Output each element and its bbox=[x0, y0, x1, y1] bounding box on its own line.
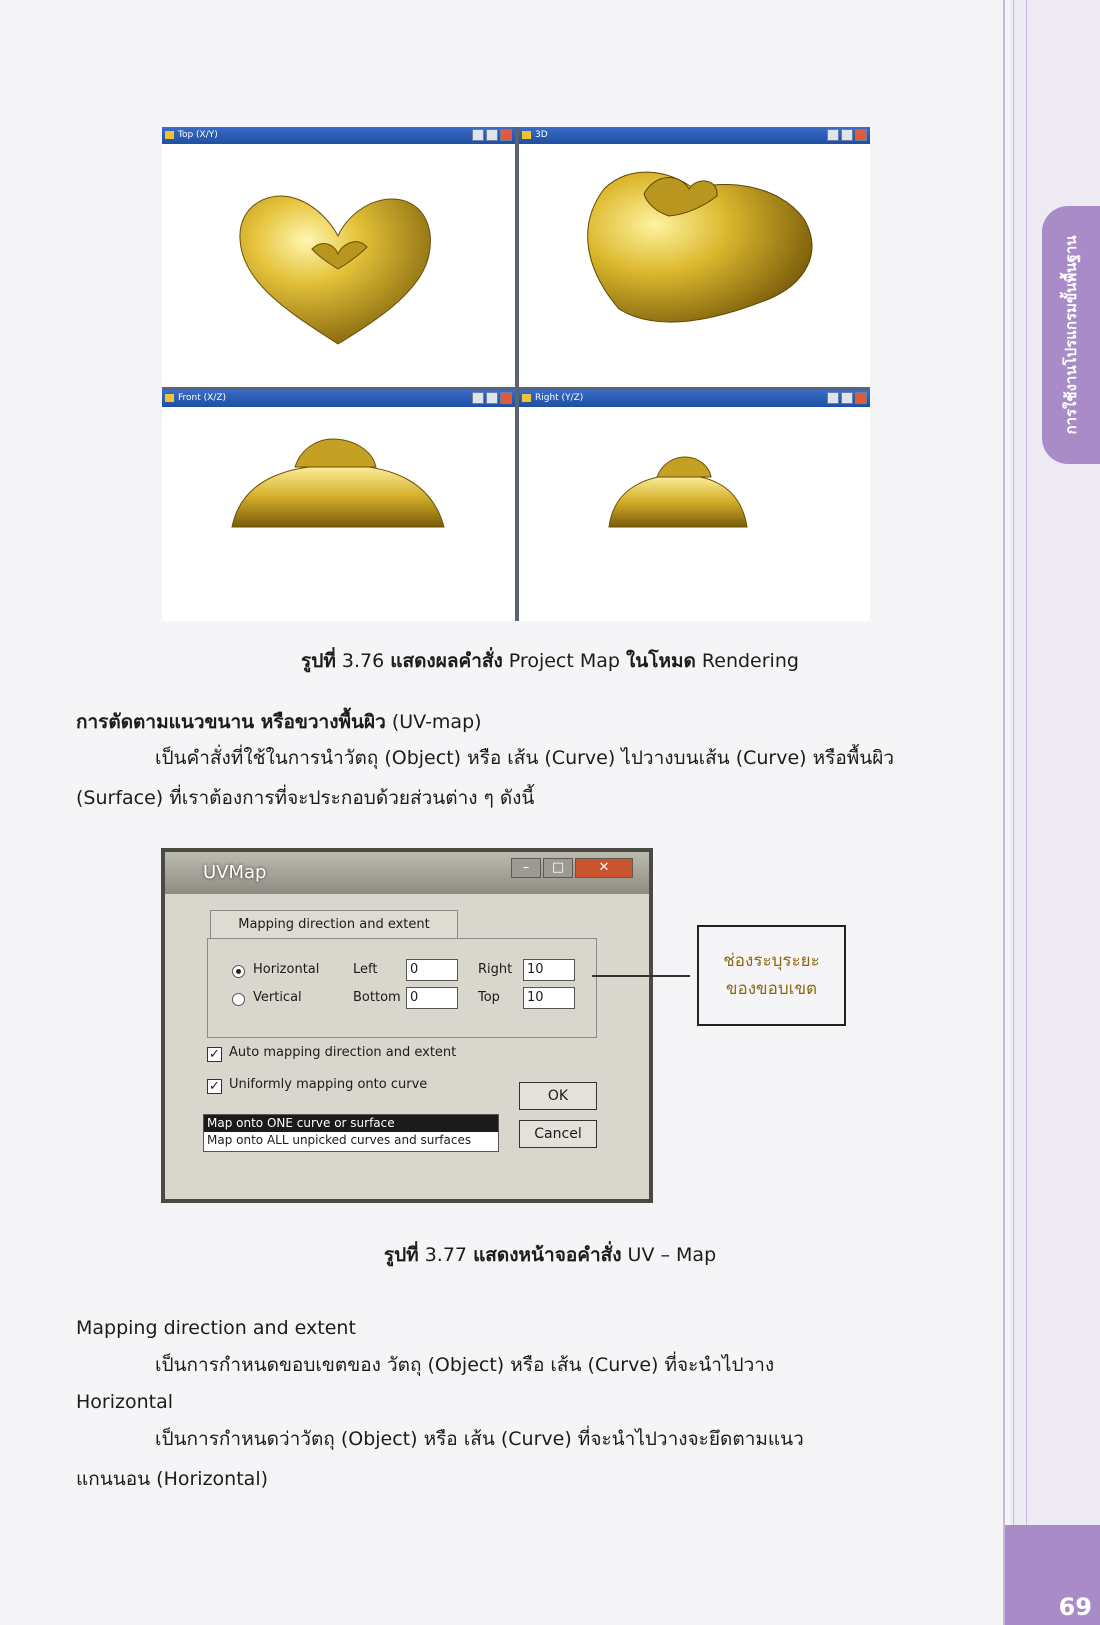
viewport-top[interactable] bbox=[162, 127, 515, 387]
caption-text: Rendering bbox=[701, 650, 799, 672]
viewport-3d[interactable] bbox=[519, 127, 870, 387]
viewport-title: 3D bbox=[535, 130, 548, 140]
viewport-title: Front (X/Z) bbox=[178, 393, 227, 403]
tab-mapping-direction[interactable]: Mapping direction and extent bbox=[210, 910, 458, 938]
mapping-group bbox=[207, 938, 597, 1038]
viewport-titlebar bbox=[162, 390, 515, 407]
viewport-right[interactable] bbox=[519, 390, 870, 621]
right-label: Right bbox=[478, 962, 513, 977]
viewport-title: Top (X/Y) bbox=[178, 130, 218, 140]
close-icon[interactable] bbox=[500, 392, 512, 404]
bottom-label: Bottom bbox=[353, 990, 401, 1005]
app-icon bbox=[165, 394, 174, 402]
caption-number: 3.76 bbox=[341, 650, 385, 672]
app-icon bbox=[165, 131, 174, 139]
viewport-splitter[interactable] bbox=[162, 387, 870, 390]
horizontal-label: Horizontal bbox=[253, 962, 320, 977]
dialog-title: UVMap bbox=[203, 862, 267, 883]
ok-button[interactable]: OK bbox=[519, 1082, 597, 1110]
uniform-mapping-checkbox[interactable]: ✓ bbox=[207, 1079, 222, 1094]
heading-suffix: (UV-map) bbox=[391, 711, 482, 733]
viewport-splitter[interactable] bbox=[515, 127, 519, 621]
caption-text: ในโหมด bbox=[626, 650, 696, 672]
minimize-icon[interactable] bbox=[472, 392, 484, 404]
uvmap-dialog bbox=[161, 848, 653, 1203]
viewport-title: Right (Y/Z) bbox=[535, 393, 584, 403]
callout-line: ของขอบเขต bbox=[725, 979, 818, 999]
top-input[interactable]: 10 bbox=[523, 987, 575, 1009]
chapter-tab bbox=[1042, 206, 1100, 464]
heart-front-render bbox=[162, 407, 515, 621]
paragraph-line: เป็นคำสั่งที่ใช้ในการนำวัตถุ (Object) หรือ เส้น (Curve) ไปวางบนเส้น (Curve) หรือพื้นผิว bbox=[155, 747, 895, 769]
viewport-front[interactable] bbox=[162, 390, 515, 621]
left-label: Left bbox=[353, 962, 378, 977]
close-icon[interactable]: ✕ bbox=[575, 858, 633, 878]
caption-text: Project Map bbox=[508, 650, 620, 672]
list-item[interactable]: Map onto ONE curve or surface bbox=[204, 1115, 498, 1132]
render-viewports bbox=[162, 127, 870, 621]
bottom-input[interactable]: 0 bbox=[406, 987, 458, 1009]
maximize-icon[interactable] bbox=[841, 129, 853, 141]
viewport-titlebar bbox=[519, 390, 870, 407]
close-icon[interactable] bbox=[855, 129, 867, 141]
margin-line bbox=[1013, 0, 1014, 1625]
caption-label: รูปที่ bbox=[383, 1244, 419, 1266]
maximize-icon[interactable] bbox=[486, 129, 498, 141]
chapter-tab-label: การใช้งานโปรแกรมขั้นพื้นฐาน bbox=[1062, 235, 1080, 435]
map-target-listbox[interactable] bbox=[203, 1114, 499, 1152]
minimize-icon[interactable] bbox=[827, 129, 839, 141]
caption-number: 3.77 bbox=[424, 1244, 468, 1266]
minimize-icon[interactable] bbox=[827, 392, 839, 404]
margin-line bbox=[1026, 0, 1027, 1625]
definition-term: Mapping direction and extent bbox=[76, 1317, 356, 1339]
page-number-box bbox=[1005, 1525, 1100, 1625]
list-item[interactable]: Map onto ALL unpicked curves and surfaces bbox=[207, 1133, 472, 1147]
vertical-radio[interactable] bbox=[232, 993, 245, 1006]
heart-3d-render bbox=[519, 144, 870, 387]
auto-mapping-label: Auto mapping direction and extent bbox=[229, 1045, 457, 1060]
auto-mapping-checkbox[interactable]: ✓ bbox=[207, 1047, 222, 1062]
uniform-mapping-label: Uniformly mapping onto curve bbox=[229, 1077, 428, 1092]
app-icon bbox=[522, 394, 531, 402]
maximize-icon[interactable] bbox=[841, 392, 853, 404]
heart-right-render bbox=[519, 407, 870, 621]
right-input[interactable]: 10 bbox=[523, 959, 575, 981]
page-number: 69 bbox=[1058, 1593, 1092, 1621]
definition-term: Horizontal bbox=[76, 1391, 174, 1413]
caption-text: แสดงหน้าจอคำสั่ง bbox=[473, 1244, 622, 1266]
app-icon bbox=[522, 131, 531, 139]
definition-desc: เป็นการกำหนดขอบเขตของ วัตถุ (Object) หรือ เส้น (Curve) ที่จะนำไปวาง bbox=[155, 1354, 775, 1376]
callout-line: ช่องระบุระยะ bbox=[723, 951, 820, 971]
figure-caption bbox=[0, 646, 1100, 676]
caption-text: UV – Map bbox=[627, 1244, 717, 1266]
callout-box bbox=[697, 925, 846, 1026]
callout-connector bbox=[592, 975, 690, 977]
margin-line bbox=[1003, 0, 1005, 1625]
cancel-button[interactable]: Cancel bbox=[519, 1120, 597, 1148]
left-input[interactable]: 0 bbox=[406, 959, 458, 981]
maximize-icon[interactable] bbox=[486, 392, 498, 404]
dialog-titlebar[interactable] bbox=[165, 852, 649, 894]
figure-caption bbox=[0, 1240, 1100, 1270]
heading-text: การตัดตามแนวขนาน หรือขวางพื้นผิว bbox=[76, 711, 386, 733]
close-icon[interactable] bbox=[500, 129, 512, 141]
viewport-titlebar bbox=[519, 127, 870, 144]
caption-label: รูปที่ bbox=[301, 650, 336, 672]
maximize-icon[interactable]: □ bbox=[543, 858, 573, 878]
top-label: Top bbox=[478, 990, 500, 1005]
minimize-icon[interactable]: – bbox=[511, 858, 541, 878]
heart-top-render bbox=[162, 144, 515, 387]
vertical-label: Vertical bbox=[253, 990, 302, 1005]
close-icon[interactable] bbox=[855, 392, 867, 404]
horizontal-radio[interactable] bbox=[232, 965, 245, 978]
definition-desc: แกนนอน (Horizontal) bbox=[76, 1468, 269, 1490]
section-heading bbox=[76, 702, 482, 742]
viewport-titlebar bbox=[162, 127, 515, 144]
minimize-icon[interactable] bbox=[472, 129, 484, 141]
paragraph-line: (Surface) ที่เราต้องการที่จะประกอบด้วยส่วนต่าง ๆ ดังนี้ bbox=[76, 787, 535, 809]
definition-desc: เป็นการกำหนดว่าวัตถุ (Object) หรือ เส้น (Curve) ที่จะนำไปวางจะยึดตามแนว bbox=[155, 1428, 804, 1450]
caption-text: แสดงผลคำสั่ง bbox=[390, 650, 503, 672]
